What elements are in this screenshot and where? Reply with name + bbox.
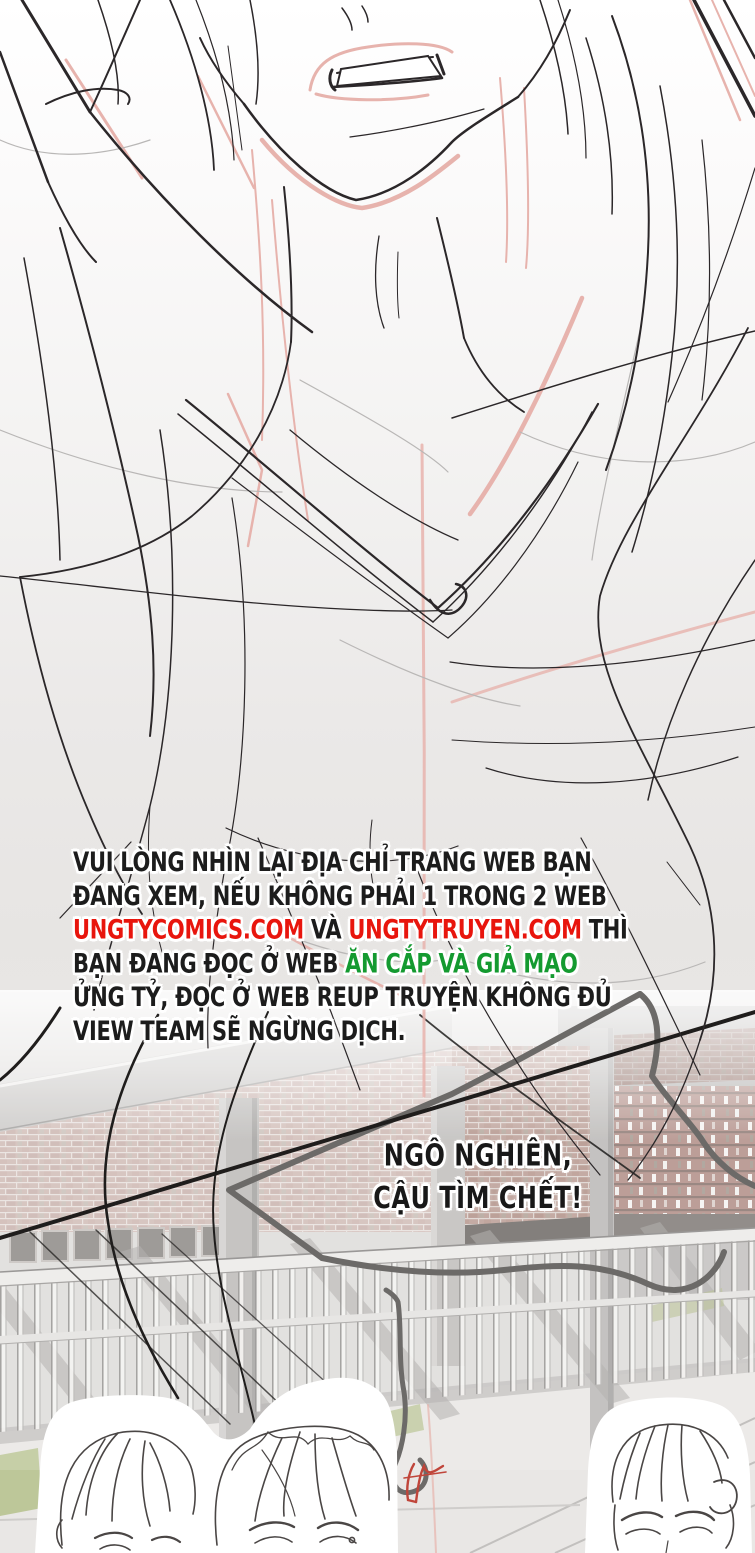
warning-segment: VUI LÒNG NHÌN LẠI ĐỊA CHỈ TRANG WEB BẠN (73, 847, 592, 878)
warning-line-3 (73, 914, 648, 948)
speech-text (348, 1134, 608, 1219)
warning-line-4 (73, 947, 648, 981)
warning-line-1 (73, 846, 648, 880)
site-url-2: UNGTYTRUYEN.COM (348, 914, 582, 945)
translator-warning-note (73, 846, 648, 1049)
warning-segment: ĐANG XEM, NẾU KHÔNG PHẢI 1 TRONG 2 WEB (73, 881, 607, 911)
warning-line-5 (73, 981, 648, 1015)
warning-segment: VÀ (303, 914, 349, 945)
warning-segment: THÌ (581, 914, 628, 945)
warning-line-2 (73, 880, 648, 914)
warning-segment: ỬNG TỶ, ĐỌC Ở WEB REUP TRUYỆN KHÔNG ĐỦ (73, 982, 612, 1013)
warning-segment: BẠN ĐANG ĐỌC Ở WEB (73, 948, 346, 979)
speech-line-1: NGÔ NGHIÊN, (383, 1137, 573, 1173)
warning-segment: VIEW TEAM SẼ NGỪNG DỊCH. (73, 1016, 406, 1046)
site-url-1: UNGTYCOMICS.COM (73, 914, 304, 945)
cutout-patch-right (585, 1397, 752, 1553)
warning-line-6 (73, 1015, 648, 1049)
speech-line-2: CẬU TÌM CHẾT! (373, 1180, 583, 1216)
fake-site-warning: ĂN CẮP VÀ GIẢ MẠO (345, 948, 578, 979)
